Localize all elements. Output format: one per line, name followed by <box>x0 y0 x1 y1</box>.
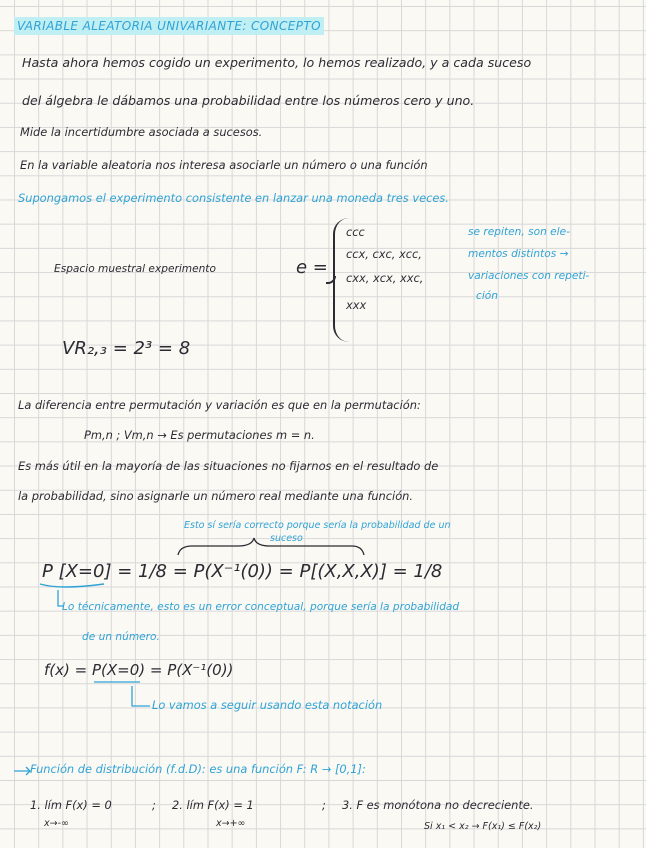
hook-arrow <box>132 686 150 706</box>
sample-space-row: xxx <box>346 298 367 312</box>
sample-space-label: Espacio muestral experimento <box>54 263 216 275</box>
sample-space-note: mentos distintos → <box>468 248 569 260</box>
property-3-sub: Si x₁ < x₂ → F(x₁) ≤ F(x₂) <box>424 821 542 832</box>
property-1: 1. lím F(x) = 0 <box>30 798 112 812</box>
sample-space-note: variaciones con repeti- <box>468 270 590 282</box>
annotation-note: Lo técnicamente, esto es un error conceptual, porque sería la probabilidad <box>62 601 460 613</box>
vr-formula: VR₂,₃ = 2³ = 8 <box>62 338 191 359</box>
text-line: En la variable aleatoria nos interesa asociarle un número o una función <box>20 158 428 172</box>
text-line: Mide la incertidumbre asociada a sucesos. <box>20 125 263 139</box>
sample-space-note: se repiten, son ele- <box>468 226 570 238</box>
annotation-note: de un número. <box>82 631 160 643</box>
property-1-sub: x→-∞ <box>44 818 69 829</box>
separator: ; <box>152 798 156 812</box>
sample-space-row: cxx, xcx, xxc, <box>346 271 424 285</box>
annotation-note: suceso <box>270 533 303 544</box>
overbrace-stroke <box>178 538 364 555</box>
arrow-stroke <box>14 767 30 775</box>
distribution-heading: Función de distribución (f.d.D): es una función F: R → [0,1]: <box>30 762 366 776</box>
separator: ; <box>322 798 326 812</box>
notation-note: Lo vamos a seguir usando esta notación <box>152 698 383 712</box>
annotation-note: Esto sí sería correcto porque sería la probabilidad de un <box>184 520 451 531</box>
probability-formula: P [X=0] = 1/8 = P(X⁻¹(0)) = P[(X,X,X)] = 1/8 <box>42 561 443 582</box>
example-intro: Supongamos el experimento consistente en lanzar una moneda tres veces. <box>18 191 449 205</box>
function-formula: f(x) = P(X=0) = P(X⁻¹(0)) <box>44 661 234 679</box>
difference-line: La diferencia entre permutación y variación es que en la permutación: <box>18 398 421 412</box>
sample-space-symbol: e = <box>296 257 328 278</box>
sample-space-row: ccx, cxc, xcc, <box>346 247 422 261</box>
property-2: 2. lím F(x) = 1 <box>172 798 254 812</box>
sample-space-row: ccc <box>346 225 365 239</box>
hook-arrow <box>58 590 64 606</box>
text-line: del álgebra le dábamos una probabilidad entre los números cero y uno. <box>22 93 475 108</box>
difference-formula: Pm,n ; Vm,n → Es permutaciones m = n. <box>84 428 315 442</box>
sample-space-note: ción <box>476 290 498 302</box>
title-highlight: VARIABLE ALEATORIA UNIVARIANTE: CONCEPTO <box>14 17 324 35</box>
property-3: 3. F es monótona no decreciente. <box>342 798 534 812</box>
text-line: Hasta ahora hemos cogido un experimento, lo hemos realizado, y a cada suceso <box>22 55 532 70</box>
property-2-sub: x→+∞ <box>216 818 246 829</box>
text-line: Es más útil en la mayoría de las situaciones no fijarnos en el resultado de <box>18 459 439 473</box>
underline-stroke <box>40 584 104 587</box>
text-line: la probabilidad, sino asignarle un número real mediante una función. <box>18 489 414 503</box>
